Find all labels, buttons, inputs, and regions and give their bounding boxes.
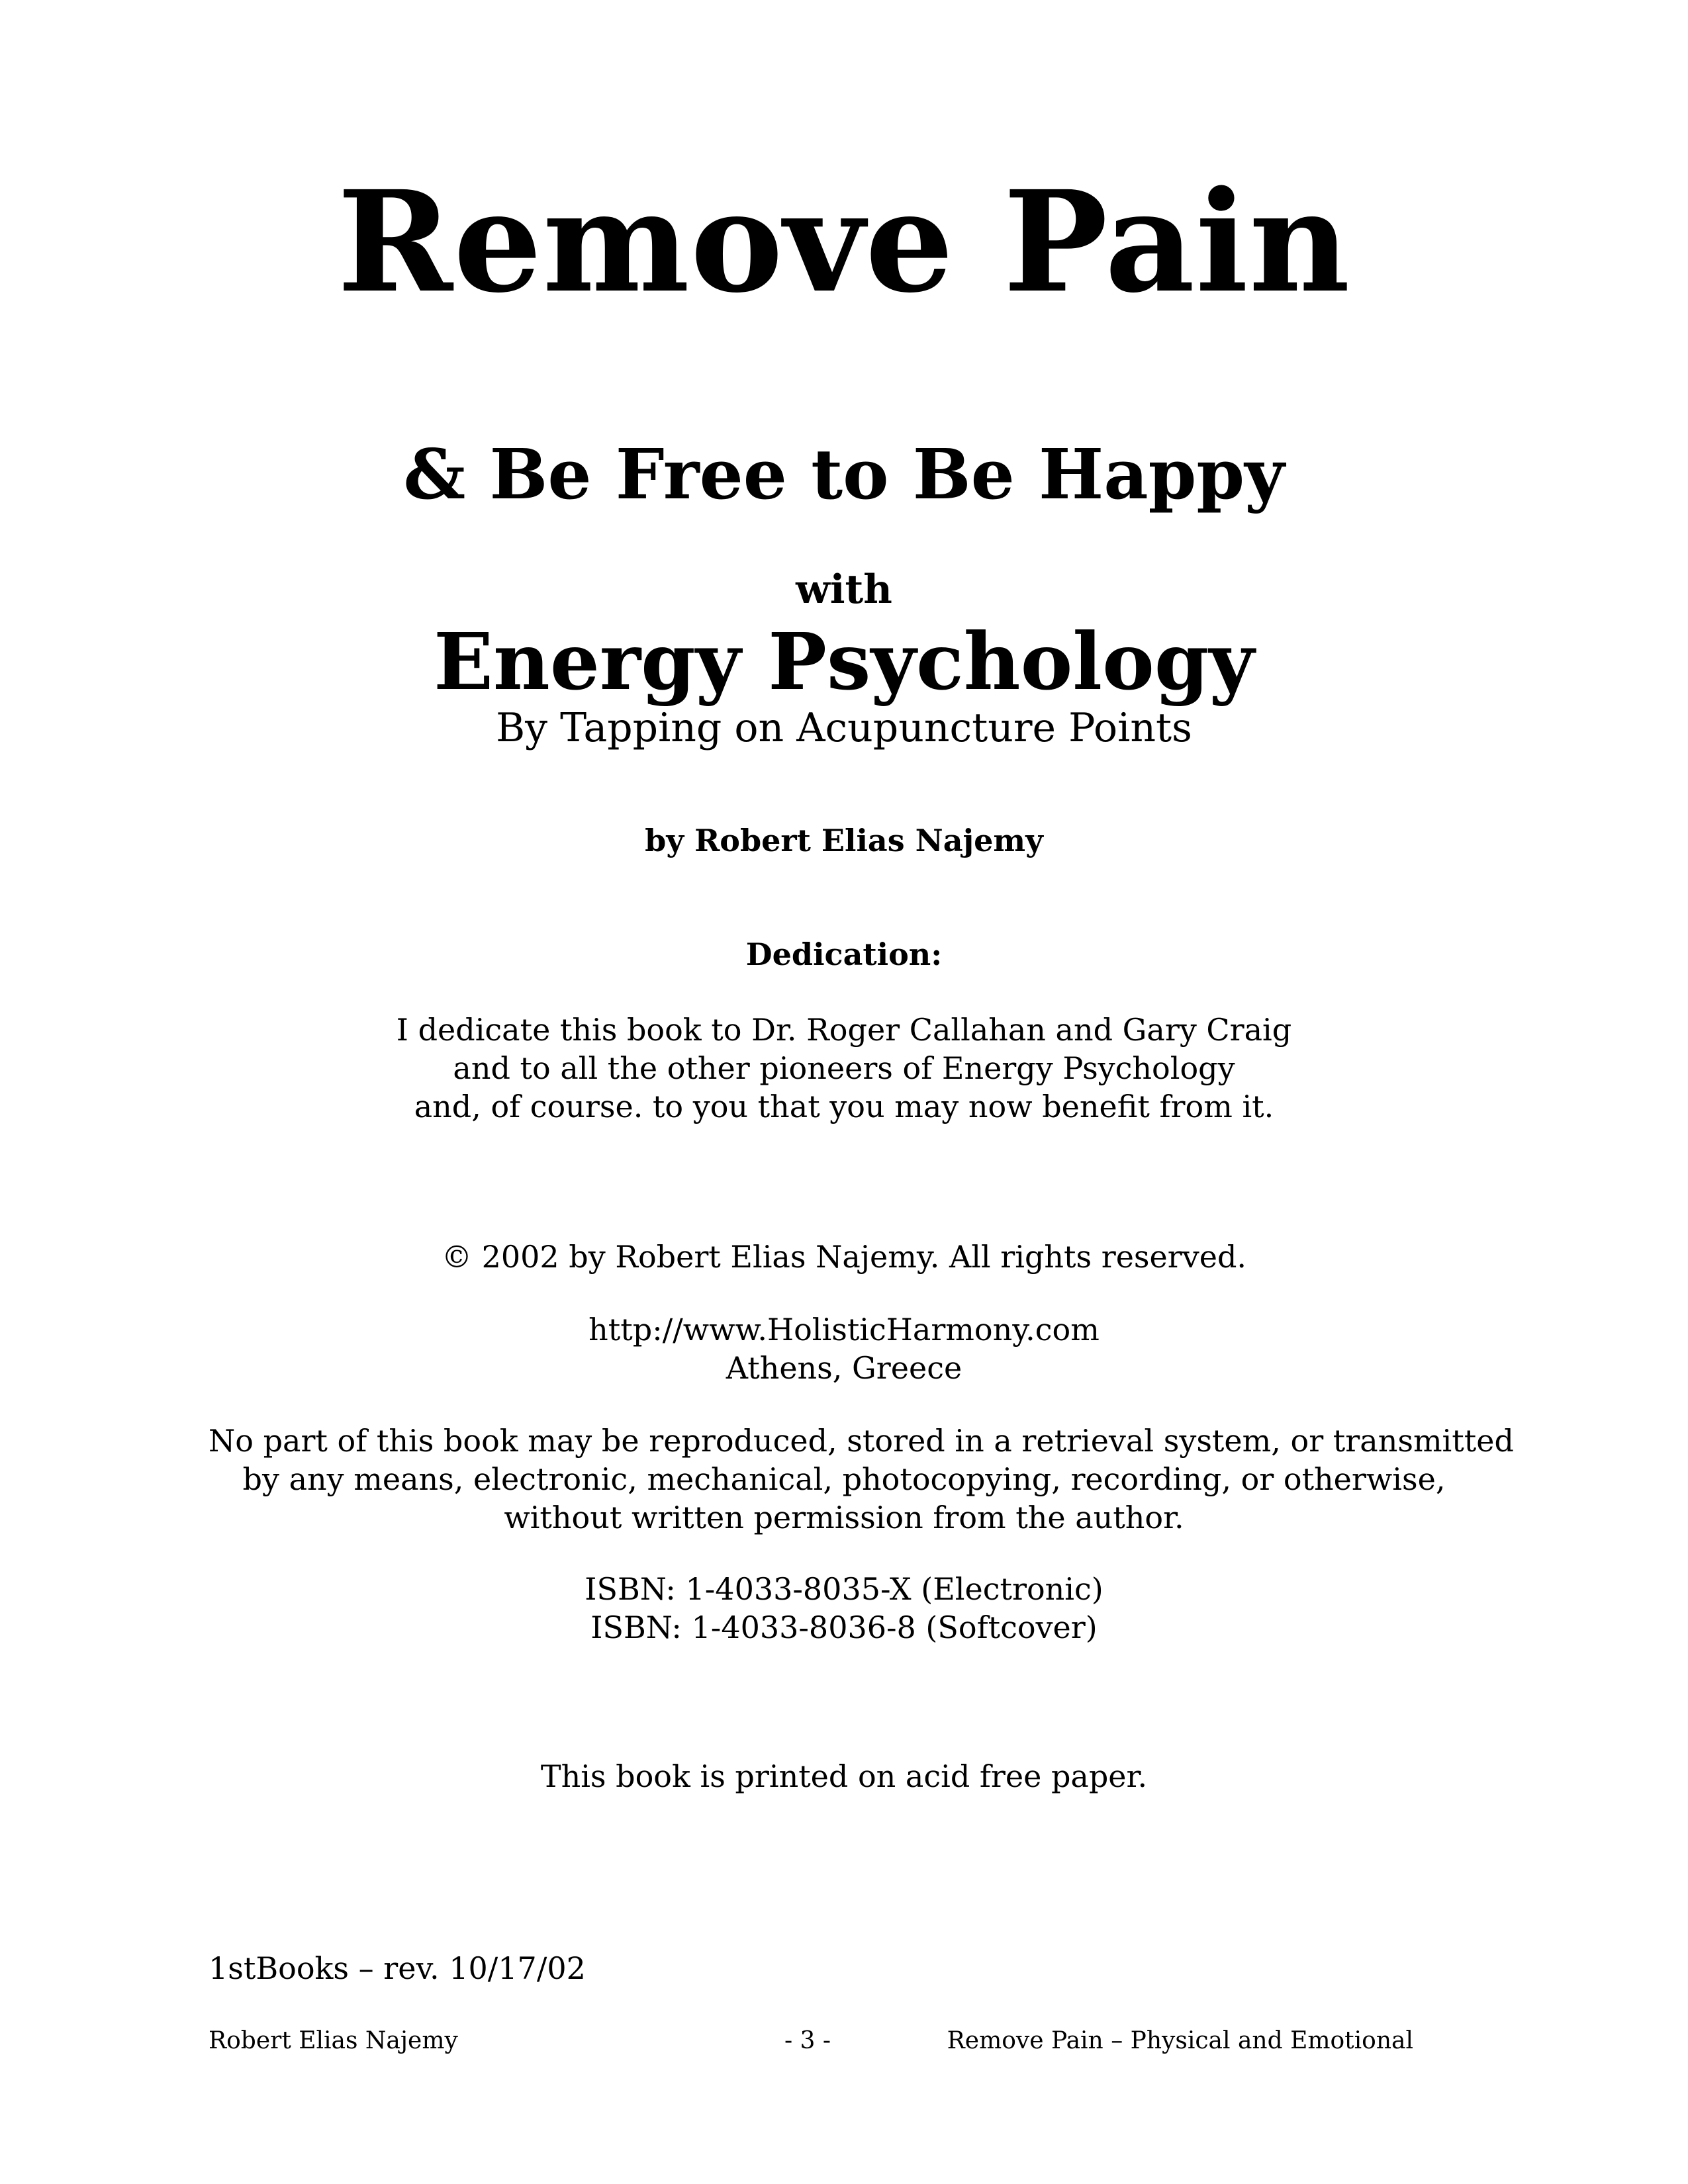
paper-note: This book is printed on acid free paper. [540, 1758, 1148, 1794]
dedication-line: and to all the other pioneers of Energy Psychology [453, 1050, 1235, 1086]
contact-info [0, 1310, 1688, 1387]
rights-line: by any means, electronic, mechanical, photocopying, recording, or otherwise, [242, 1461, 1446, 1497]
page-number: - 3 - [784, 2027, 831, 2054]
tagline: By Tapping on Acupuncture Points [496, 705, 1192, 751]
dedication-line: and, of course. to you that you may now benefit from it. [414, 1089, 1274, 1124]
dedication-line: I dedicate this book to Dr. Roger Callahan and Gary Craig [396, 1012, 1292, 1048]
footer-author: Robert Elias Najemy [209, 2027, 458, 2054]
book-title: Remove Pain [337, 160, 1351, 324]
author-line: by Robert Elias Najemy [645, 823, 1043, 858]
website-url: http://www.HolisticHarmony.com [588, 1312, 1100, 1347]
dedication-text [0, 1011, 1688, 1126]
location: Athens, Greece [726, 1350, 962, 1386]
main-subject: Energy Psychology [434, 615, 1254, 707]
isbn-block [0, 1570, 1688, 1647]
with-connector: with [796, 567, 892, 613]
isbn-electronic: ISBN: 1-4033-8035-X (Electronic) [585, 1571, 1103, 1607]
book-subtitle: & Be Free to Be Happy [403, 433, 1285, 515]
rights-line: without written permission from the author. [504, 1500, 1184, 1535]
rights-line: No part of this book may be reproduced, stored in a retrieval system, or transmitted [209, 1423, 1514, 1459]
footer-title: Remove Pain – Physical and Emotional [947, 2027, 1413, 2054]
copyright-notice: © 2002 by Robert Elias Najemy. All rights reserved. [441, 1239, 1247, 1275]
revision-note: 1stBooks – rev. 10/17/02 [209, 1950, 586, 1986]
isbn-softcover: ISBN: 1-4033-8036-8 (Softcover) [590, 1610, 1098, 1645]
dedication-heading: Dedication: [745, 936, 943, 972]
